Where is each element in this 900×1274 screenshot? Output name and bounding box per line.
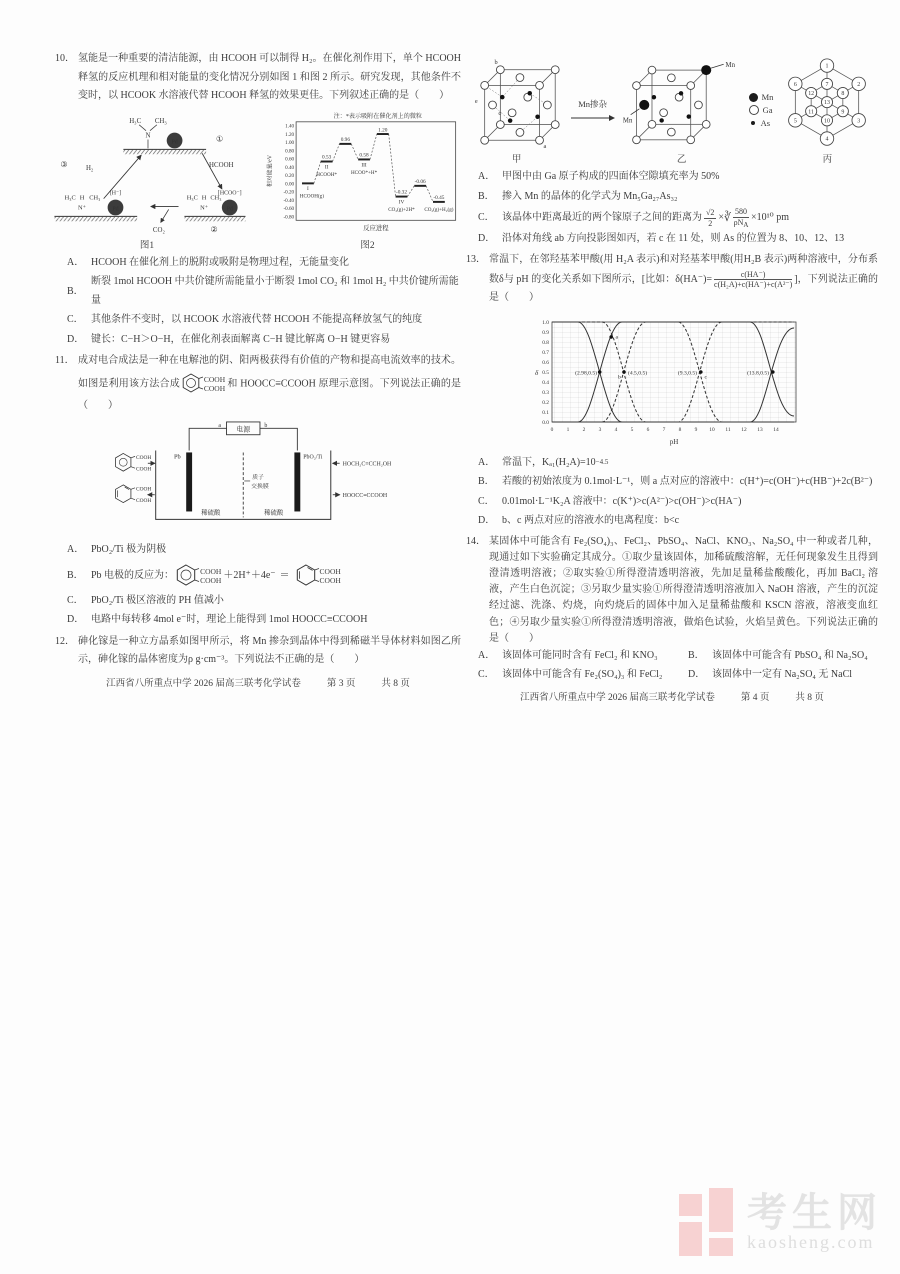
svg-text:1.0: 1.0 bbox=[542, 319, 549, 326]
cell-jia-block bbox=[469, 54, 565, 166]
option-a bbox=[478, 168, 878, 187]
dilute-sulfuric-acid-left: 稀硫酸 bbox=[201, 509, 221, 517]
fraction-sqrt2-over-2: $\frac{√2}{2}$ bbox=[706, 208, 715, 228]
option-d bbox=[688, 667, 878, 683]
phthalic-acid-structure bbox=[182, 371, 225, 397]
svg-text:13: 13 bbox=[757, 426, 763, 433]
figure-2-block bbox=[264, 110, 472, 252]
svg-text:12: 12 bbox=[741, 426, 747, 433]
svg-text:HCOOH(g): HCOOH(g) bbox=[299, 193, 324, 200]
energy-values bbox=[321, 127, 444, 201]
figure-2-caption: 图2 bbox=[360, 240, 375, 251]
atom-legend bbox=[749, 92, 774, 129]
question-12-number: 12． bbox=[55, 635, 75, 647]
x-ticks bbox=[551, 427, 779, 433]
cooh-label: COOH bbox=[200, 575, 222, 585]
label: N⁺ bbox=[199, 203, 208, 211]
option-c bbox=[478, 667, 688, 683]
footer-page-total: 共 8 页 bbox=[795, 693, 824, 704]
left-feed-in bbox=[116, 454, 155, 473]
electrolysis-cell-diagram bbox=[108, 419, 408, 539]
cooh-label: COOH bbox=[319, 575, 341, 585]
butynediol-label: HOCH₂C≡CCH₂OH bbox=[342, 462, 392, 469]
bottom-right-amine-pd bbox=[184, 190, 245, 233]
svg-text:-0.60: -0.60 bbox=[282, 205, 294, 212]
option-label: A． bbox=[478, 456, 496, 468]
acetylenedicarboxylic-label: HOOCC≡CCOOH bbox=[342, 493, 388, 500]
cooh-label: COOH bbox=[203, 383, 226, 393]
x-axis-label: pH bbox=[669, 437, 679, 446]
option-label: B． bbox=[478, 190, 495, 202]
delta-ph-distribution-graph bbox=[522, 312, 822, 452]
option-label: D． bbox=[478, 232, 496, 244]
as-symbol-icon bbox=[751, 121, 755, 125]
species-labels bbox=[299, 169, 453, 212]
footer-page-number: 第 3 页 bbox=[326, 678, 356, 689]
mn-doped-cell-yi bbox=[621, 54, 743, 154]
option-c bbox=[478, 207, 878, 228]
mn-atom-corner bbox=[701, 65, 711, 75]
label: CH₃ bbox=[209, 194, 222, 202]
footer-title: 江西省八所重点中学 2026 届高三联考化学试卷 bbox=[520, 693, 715, 704]
option-text: 其他条件不变时，以 HCOOK 水溶液代替 HCOOH 不能提高释放氢气的纯度 bbox=[91, 314, 423, 326]
option-b bbox=[67, 561, 461, 591]
footer-page-4 bbox=[466, 690, 878, 708]
svg-text:2: 2 bbox=[857, 81, 861, 88]
svg-text:0.1: 0.1 bbox=[542, 409, 549, 416]
step-2-label: ② bbox=[209, 224, 218, 234]
corner-b-label: b bbox=[494, 58, 498, 66]
mn-label-corner: Mn bbox=[725, 62, 735, 70]
wire-left bbox=[189, 429, 226, 451]
svg-text:-0.40: -0.40 bbox=[282, 197, 294, 204]
svg-text:b: b bbox=[618, 374, 621, 381]
label: H bbox=[79, 194, 84, 202]
question-14-stem: 某固体中可能含有 Fe₂(SO₄)₃、FeCl₂、PbSO₄、NaCl、KNO₃、Na₂SO₄ 中一种或者几种，现通过如下实验确定其成分。①取少量该固体，加稀硫酸溶解，无任何现象发生且得到澄清透明溶液；②取实验①所得澄清透明溶液，先加足量稀盐酸酸化，再加 BaCl₂ 溶液，产生白色沉淀；③另取少量实验①所得澄清透明溶液加入 NaOH 溶液，产生的沉淀经过滤、洗涤、灼烧，向灼烧后的固体中加入足量稀盐酸和 KSCN 溶液，溶液变血红色；④另取少量实验①所得澄清透明溶液，做焰色试验，火焰呈黄色。下列说法正确的是（ ） bbox=[489, 535, 878, 644]
legend-label: Mn bbox=[761, 91, 774, 102]
power-supply-label: 电源 bbox=[236, 426, 251, 434]
svg-text:(2.98,0.5): (2.98,0.5) bbox=[575, 370, 597, 377]
h2-label: H₂ bbox=[85, 164, 93, 172]
question-13-stem bbox=[489, 251, 878, 307]
svg-text:1.00: 1.00 bbox=[284, 139, 294, 146]
option-a bbox=[67, 254, 461, 273]
option-text: 若酸的初始浓度为 0.1mol·L⁻¹，则 a 点对应的溶液中：c(H⁺)=c(OH⁻)+c(HB⁻)+2c(B²⁻) bbox=[502, 476, 873, 488]
legend-label: As bbox=[760, 118, 771, 129]
option-text: 键长：C−H＞O−H，在催化剂表面解离 C−H 键比解离 O−H 键更容易 bbox=[91, 333, 391, 345]
label: CH₃ bbox=[154, 117, 167, 125]
label: H₃C bbox=[128, 117, 141, 125]
label: H bbox=[201, 194, 206, 202]
option-b bbox=[67, 273, 461, 310]
svg-text:0.2: 0.2 bbox=[542, 399, 549, 406]
svg-text:8: 8 bbox=[841, 91, 845, 98]
page-3-column bbox=[55, 50, 461, 693]
figure-1-caption: 图1 bbox=[139, 240, 155, 251]
y-ticks bbox=[542, 320, 549, 426]
legend-label: Ga bbox=[762, 105, 773, 116]
svg-text:8: 8 bbox=[678, 426, 682, 433]
cooh-label: COOH bbox=[203, 374, 226, 384]
level-connectors bbox=[313, 134, 432, 202]
energy-levels bbox=[302, 134, 445, 202]
svg-text:0.00: 0.00 bbox=[284, 180, 294, 187]
svg-text:(13.8,0.5): (13.8,0.5) bbox=[747, 370, 769, 377]
exponent: −4.5 bbox=[595, 458, 609, 467]
cube-root-sign: ∛ bbox=[724, 211, 732, 224]
svg-text:7: 7 bbox=[825, 81, 829, 88]
option-text: 该固体中可能含有 PbSO₄ 和 Na₂SO₄ bbox=[712, 649, 868, 661]
option-text: 常温下，Kₐ₁(H₂A)=10 bbox=[502, 456, 596, 468]
svg-text:12: 12 bbox=[808, 91, 815, 98]
terminal-b-label: b bbox=[264, 423, 268, 430]
option-text: 断裂 1mol HCOOH 中共价键所需能量小于断裂 1mol CO₂ 和 1mol H₂ 中共价键所需能量 bbox=[91, 276, 459, 306]
question-11-options bbox=[55, 541, 461, 630]
pd-label: Pd bbox=[226, 205, 233, 212]
ga-symbol-icon bbox=[749, 105, 759, 115]
left-product-out bbox=[116, 485, 155, 504]
svg-text:0.80: 0.80 bbox=[284, 147, 294, 154]
svg-text:0.60: 0.60 bbox=[284, 156, 294, 163]
stem-text: ]，下列说法正确的是（ ） bbox=[489, 273, 878, 304]
product-structure bbox=[296, 561, 341, 591]
co2-label: CO₂ bbox=[152, 226, 165, 234]
option-text: 该固体中可能含有 Fe₂(SO₄)₃ 和 FeCl₂ bbox=[502, 669, 663, 681]
step-3-label: ③ bbox=[59, 159, 67, 169]
membrane-label-2: 交换膜 bbox=[251, 484, 269, 491]
svg-text:-0.32: -0.32 bbox=[395, 189, 407, 196]
question-13-options bbox=[466, 454, 878, 531]
option-d bbox=[67, 611, 461, 630]
svg-text:0.58: 0.58 bbox=[358, 152, 369, 159]
doping-arrow bbox=[571, 113, 615, 123]
wire-right bbox=[260, 429, 297, 451]
projection-bing-caption: 丙 bbox=[822, 155, 833, 165]
option-b bbox=[478, 188, 878, 207]
svg-text:a: a bbox=[615, 334, 618, 341]
option-label: C． bbox=[67, 594, 84, 606]
label: N bbox=[145, 132, 150, 140]
reaction-text: ＋2H⁺＋4e⁻ bbox=[223, 569, 276, 581]
legend-ga bbox=[749, 105, 774, 115]
option-label: A． bbox=[478, 649, 496, 661]
footer-page-number: 第 4 页 bbox=[740, 693, 770, 704]
svg-text:0.6: 0.6 bbox=[542, 359, 549, 366]
option-label: B． bbox=[688, 649, 705, 661]
option-c bbox=[67, 311, 461, 330]
pb-electrode-label: Pb bbox=[173, 453, 181, 461]
option-a bbox=[478, 454, 878, 473]
stem-text: 常温下，在邻羟基苯甲酸(用 H₂A 表示)和对羟基苯甲酸(用H₂B 表示)两种溶液中，分布系数δ与 pH 的变化关系如下图所示，[比如：δ(HA⁻)= bbox=[489, 254, 878, 285]
option-a bbox=[478, 648, 688, 664]
question-10-figures bbox=[55, 110, 461, 252]
watermark-text bbox=[747, 1190, 882, 1253]
pbo2-ti-electrode bbox=[294, 453, 300, 512]
kaosheng-logo-icon bbox=[679, 1188, 735, 1258]
figure-1-catalytic-cycle bbox=[45, 110, 250, 240]
doping-arrow-block bbox=[571, 97, 615, 123]
svg-text:13: 13 bbox=[824, 100, 831, 107]
question-10-number: 10． bbox=[55, 53, 75, 64]
svg-text:1.40: 1.40 bbox=[284, 123, 294, 130]
stem-text: 成对电合成法是一种在电解池的阴、阳两极获得有价值的产物和提高电流效率的技术。如图是利用该方法合成 bbox=[78, 355, 461, 390]
question-10-options bbox=[55, 254, 461, 350]
option-d bbox=[478, 512, 878, 531]
label: N⁺ bbox=[77, 203, 86, 211]
svg-text:HCOO*+H*: HCOO*+H* bbox=[350, 169, 377, 176]
svg-text:11: 11 bbox=[808, 109, 815, 116]
as-atoms bbox=[651, 91, 690, 123]
svg-text:II: II bbox=[324, 164, 328, 171]
y-axis-label: δ bbox=[535, 368, 539, 377]
legend-mn bbox=[749, 92, 774, 102]
svg-text:7: 7 bbox=[662, 426, 666, 433]
cell-yi-caption: 乙 bbox=[676, 155, 687, 165]
step-1-label: ① bbox=[215, 134, 223, 144]
svg-text:0: 0 bbox=[550, 426, 554, 433]
option-text: Pb 电极的反应为： bbox=[91, 569, 175, 581]
option-label: D． bbox=[67, 333, 85, 345]
mn-atom-face bbox=[639, 100, 649, 110]
question-12-stem: 砷化镓是一种立方晶系如图甲所示，将 Mn 掺杂到晶体中得到稀磁半导体材料如图乙所示，砷化镓的晶体密度为ρ g·cm⁻³。下列说法不正确的是（ ） bbox=[78, 635, 461, 666]
svg-text:HCOOH*: HCOOH* bbox=[315, 171, 337, 178]
pbo2-ti-electrode-label: PbO₂/Ti bbox=[303, 454, 323, 461]
x-axis-label: 反应进程 bbox=[362, 224, 389, 232]
pb-electrode bbox=[186, 453, 192, 512]
cooh-label: COOH bbox=[136, 467, 152, 474]
svg-text:-0.80: -0.80 bbox=[282, 213, 294, 220]
projection-bing-block bbox=[779, 54, 875, 166]
option-text: 该晶体中距离最近的两个镓原子之间的距离为 bbox=[502, 211, 702, 223]
option-label: B． bbox=[478, 476, 495, 488]
mn-symbol-icon bbox=[749, 93, 758, 102]
svg-text:(4.5,0.5): (4.5,0.5) bbox=[628, 370, 648, 377]
svg-text:(9.3,0.5): (9.3,0.5) bbox=[677, 370, 697, 377]
cooh-label: COOH bbox=[136, 486, 152, 493]
hcoo-adsorbed-label: [HCOO⁻] bbox=[217, 190, 242, 197]
option-text: 0.01mol·L⁻¹K₂A 溶液中：c(K⁺)>c(A²⁻)>c(OH⁻)>c(HA⁻) bbox=[502, 495, 742, 507]
option-text: 电路中每转移 4mol e⁻时，理论上能得到 1mol HOOCC≡CCOOH bbox=[91, 614, 368, 626]
option-text: 该固体中一定有 Na₂SO₄ 无 NaCl bbox=[712, 669, 853, 681]
question-13-number: 13． bbox=[466, 254, 486, 266]
cooh-label: COOH bbox=[136, 455, 152, 462]
svg-text:-0.45: -0.45 bbox=[432, 194, 444, 201]
option-label: A． bbox=[67, 256, 85, 268]
question-14 bbox=[466, 534, 878, 685]
question-14-number: 14． bbox=[466, 535, 486, 547]
pd-label: Pd bbox=[170, 138, 178, 145]
option-text: ×10¹⁰ pm bbox=[751, 211, 789, 223]
svg-text:4: 4 bbox=[825, 136, 829, 143]
svg-text:I: I bbox=[306, 185, 309, 192]
question-11-figure bbox=[55, 419, 461, 539]
corner-e-label: e bbox=[474, 98, 478, 106]
site-watermark bbox=[679, 1188, 882, 1258]
option-text: b、c 两点对应的溶液水的电离程度：b<c bbox=[502, 515, 680, 527]
mn-label-face: Mn bbox=[622, 117, 632, 125]
membrane-label-1: 质子 bbox=[252, 475, 264, 482]
svg-text:3: 3 bbox=[857, 118, 861, 125]
option-text: 沿体对角线 ab 方向投影图如丙，若 c 在 11 处，则 As 的位置为 8、10、12、13 bbox=[502, 232, 845, 244]
svg-text:0.4: 0.4 bbox=[542, 379, 549, 386]
label: H₃C bbox=[64, 194, 76, 202]
svg-text:10: 10 bbox=[709, 426, 715, 433]
svg-text:0.8: 0.8 bbox=[542, 339, 549, 346]
option-label: C． bbox=[478, 211, 495, 223]
doping-label: Mn掺杂 bbox=[578, 99, 607, 110]
svg-text:CO₂(g)+2H*: CO₂(g)+2H* bbox=[387, 206, 415, 213]
delta-fraction: $\frac{c(HA^-)}{\text{c(H₂A)+c(HA⁻)+c(A²⁻)}}$ bbox=[714, 269, 793, 289]
svg-text:IV: IV bbox=[398, 199, 404, 206]
option-c bbox=[478, 493, 878, 512]
figure-2-energy-diagram bbox=[264, 110, 472, 240]
svg-text:CO₂(g)+H₂(g): CO₂(g)+H₂(g) bbox=[423, 206, 453, 213]
svg-text:0.96: 0.96 bbox=[340, 136, 350, 143]
question-13 bbox=[466, 251, 878, 530]
figure-1-block bbox=[45, 110, 250, 252]
option-label: C． bbox=[67, 314, 84, 326]
gaas-unit-cell-jia bbox=[469, 54, 565, 154]
option-text: PbO₂/Ti 极区溶液的 PH 值减小 bbox=[91, 594, 224, 606]
svg-text:3: 3 bbox=[598, 426, 602, 433]
question-11-stem bbox=[78, 352, 461, 415]
stem-text: 和 HOOCC≡CCOOH 原理示意图。下列说法正确的是（ ） bbox=[78, 378, 462, 411]
footer-page-total: 共 8 页 bbox=[381, 678, 410, 689]
footer-page-3 bbox=[55, 676, 461, 694]
option-label: B． bbox=[67, 569, 84, 581]
svg-text:6: 6 bbox=[646, 426, 650, 433]
svg-text:0.7: 0.7 bbox=[542, 349, 549, 356]
question-14-options bbox=[466, 647, 878, 684]
svg-text:5: 5 bbox=[794, 118, 798, 125]
svg-text:0.20: 0.20 bbox=[284, 172, 294, 179]
cell-yi-block bbox=[621, 54, 743, 166]
option-text: HCOOH 在催化剂上的脱附或吸附是物理过程，无能量变化 bbox=[91, 256, 350, 268]
option-b bbox=[688, 648, 878, 664]
svg-text:11: 11 bbox=[725, 426, 731, 433]
option-label: A． bbox=[478, 171, 496, 183]
figure-2-note: 注：*表示吸附在催化剂上的微粒 bbox=[333, 113, 422, 120]
svg-text:10: 10 bbox=[824, 118, 831, 125]
footer-title: 江西省八所重点中学 2026 届高三联考化学试卷 bbox=[106, 678, 301, 689]
svg-text:III: III bbox=[360, 162, 367, 169]
svg-text:1.20: 1.20 bbox=[377, 126, 387, 133]
svg-text:9: 9 bbox=[841, 109, 845, 116]
svg-text:0.53: 0.53 bbox=[321, 154, 331, 161]
label: H₃C bbox=[186, 194, 198, 202]
option-label: C． bbox=[478, 495, 495, 507]
top-amine-pd bbox=[123, 117, 206, 154]
option-label: D． bbox=[688, 669, 706, 681]
watermark-site-url: kaosheng.com bbox=[747, 1232, 875, 1253]
svg-text:1: 1 bbox=[566, 426, 570, 433]
question-10 bbox=[55, 50, 461, 349]
bottom-left-amine-pd bbox=[54, 190, 137, 221]
y-axis-label: 相对能量/eV bbox=[266, 154, 273, 187]
question-11 bbox=[55, 352, 461, 630]
watermark-site-name: 考生网 bbox=[747, 1190, 882, 1236]
question-12-figures bbox=[466, 54, 878, 166]
cooh-label: COOH bbox=[136, 498, 152, 505]
cell-jia-caption: 甲 bbox=[511, 155, 522, 165]
option-text: 甲图中由 Ga 原子构成的四面体空隙填充率为 50% bbox=[502, 171, 720, 183]
svg-text:2: 2 bbox=[582, 426, 586, 433]
svg-text:6: 6 bbox=[794, 81, 798, 88]
svg-text:-0.06: -0.06 bbox=[414, 178, 426, 185]
option-c bbox=[67, 592, 461, 611]
svg-text:c: c bbox=[704, 374, 707, 381]
option-d bbox=[67, 331, 461, 350]
y-ticks bbox=[283, 123, 294, 220]
svg-text:-0.20: -0.20 bbox=[282, 189, 294, 196]
cooh-label: COOH bbox=[319, 566, 341, 576]
option-text: 该固体可能同时含有 FeCl₂ 和 KNO₃ bbox=[502, 649, 658, 661]
fraction-580-over-rho-na: $\frac{580}{\text{ρNA}}$ bbox=[733, 207, 749, 229]
option-d bbox=[478, 230, 878, 249]
svg-text:0.0: 0.0 bbox=[542, 419, 549, 426]
svg-text:9: 9 bbox=[694, 426, 698, 433]
terminal-a-label: a bbox=[218, 423, 221, 430]
svg-text:0.5: 0.5 bbox=[542, 369, 549, 376]
dilute-sulfuric-acid-right: 稀硫酸 bbox=[264, 509, 284, 517]
corner-a-label: a bbox=[543, 143, 546, 151]
question-11-number: 11． bbox=[55, 355, 75, 367]
svg-text:1: 1 bbox=[825, 63, 829, 70]
option-text: 掺入 Mn 的晶体的化学式为 Mn₅Ga₂₇As₃₂ bbox=[502, 190, 678, 202]
option-label: B． bbox=[67, 285, 84, 297]
option-label: C． bbox=[478, 669, 495, 681]
question-13-graph bbox=[466, 312, 878, 452]
svg-text:5: 5 bbox=[630, 426, 634, 433]
svg-text:4: 4 bbox=[614, 426, 618, 433]
option-label: D． bbox=[478, 515, 496, 527]
legend-as bbox=[749, 118, 774, 128]
svg-text:14: 14 bbox=[773, 426, 779, 433]
reactant-structure bbox=[176, 561, 221, 591]
svg-text:0.9: 0.9 bbox=[542, 329, 549, 336]
option-label: D． bbox=[67, 614, 85, 626]
option-text: PbO₂/Ti 极为阴极 bbox=[91, 544, 167, 556]
pd-label: Pd bbox=[111, 205, 119, 212]
option-b bbox=[478, 473, 878, 492]
question-10-stem: 氢能是一种重要的清洁能源，由 HCOOH 可以制得 H₂。在催化剂作用下，单个 HCOOH 释氢的反应机理和相对能量的变化情况分别如图 1 和图 2 所示。研究发现，其他条件不变时，以 HCOOK 水溶液代替 HCOOH 释氢的效果更佳。下列叙述正确的是（ ） bbox=[78, 53, 461, 101]
svg-text:0.3: 0.3 bbox=[542, 389, 549, 396]
svg-text:0.40: 0.40 bbox=[284, 164, 294, 171]
hcooh-label: HCOOH bbox=[208, 161, 234, 169]
page-4-column bbox=[466, 50, 878, 708]
equals-sign: ＝ bbox=[279, 569, 290, 581]
corner-c-label: c bbox=[497, 109, 501, 117]
h-adsorbed-label: [H⁻] bbox=[109, 190, 121, 197]
option-label: A． bbox=[67, 544, 85, 556]
option-a bbox=[67, 541, 461, 560]
projection-bing bbox=[779, 54, 875, 154]
cooh-label: COOH bbox=[200, 566, 222, 576]
svg-text:1.20: 1.20 bbox=[284, 131, 294, 138]
question-12-options bbox=[466, 168, 878, 248]
times-sign: × bbox=[718, 211, 725, 223]
question-12-stem-block bbox=[55, 633, 461, 670]
label: CH₃ bbox=[88, 194, 100, 202]
